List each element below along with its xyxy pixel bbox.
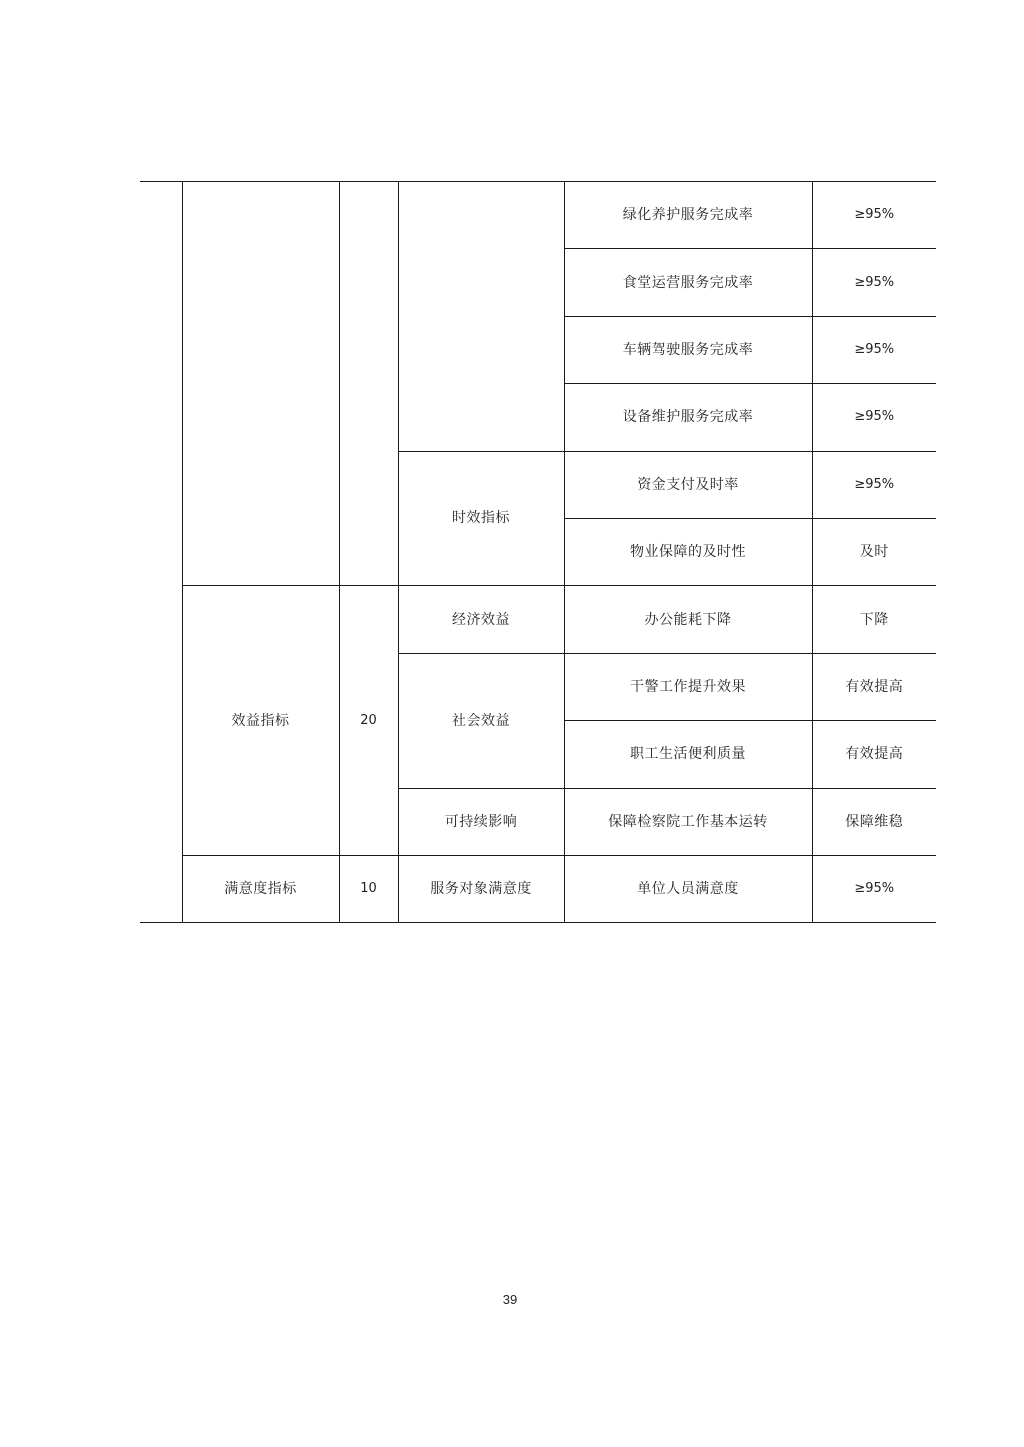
indicator-name: 办公能耗下降 [564,586,812,653]
indicator-name: 物业保障的及时性 [564,518,812,585]
weight-blank-cell [339,182,398,586]
indicator-name: 保障检察院工作基本运转 [564,788,812,855]
table-row [140,855,936,922]
level2-label: 服务对象满意度 [398,855,564,922]
level1-weight: 20 [339,586,398,856]
indicator-value: 有效提高 [812,721,936,788]
indicator-value: ≥95% [812,384,936,451]
level2-label: 可持续影响 [398,788,564,855]
indicator-name: 绿化养护服务完成率 [564,182,812,249]
indicator-name: 食堂运营服务完成率 [564,249,812,316]
table-row [140,182,936,249]
indicator-name: 干警工作提升效果 [564,653,812,720]
indicator-value: ≥95% [812,182,936,249]
indicator-value: ≥95% [812,451,936,518]
indicator-name: 职工生活便利质量 [564,721,812,788]
indicator-value: 下降 [812,586,936,653]
level1-blank-cell [182,182,339,586]
level2-blank-cell [398,182,564,452]
performance-indicator-table [140,181,936,923]
indicator-name: 设备维护服务完成率 [564,384,812,451]
indicator-name: 车辆驾驶服务完成率 [564,316,812,383]
indicator-value: 有效提高 [812,653,936,720]
level2-label: 时效指标 [398,451,564,586]
indicator-value: 保障维稳 [812,788,936,855]
indicator-value: ≥95% [812,316,936,383]
indicator-value: ≥95% [812,249,936,316]
leading-blank-cell [140,182,182,923]
level1-label: 效益指标 [182,586,339,856]
level1-weight: 10 [339,855,398,922]
indicator-name: 资金支付及时率 [564,451,812,518]
indicator-value: 及时 [812,518,936,585]
indicator-name: 单位人员满意度 [564,855,812,922]
level1-label: 满意度指标 [182,855,339,922]
level2-label: 社会效益 [398,653,564,788]
level2-label: 经济效益 [398,586,564,653]
indicator-value: ≥95% [812,855,936,922]
table-row [140,586,936,653]
page-number: 39 [502,1292,518,1307]
